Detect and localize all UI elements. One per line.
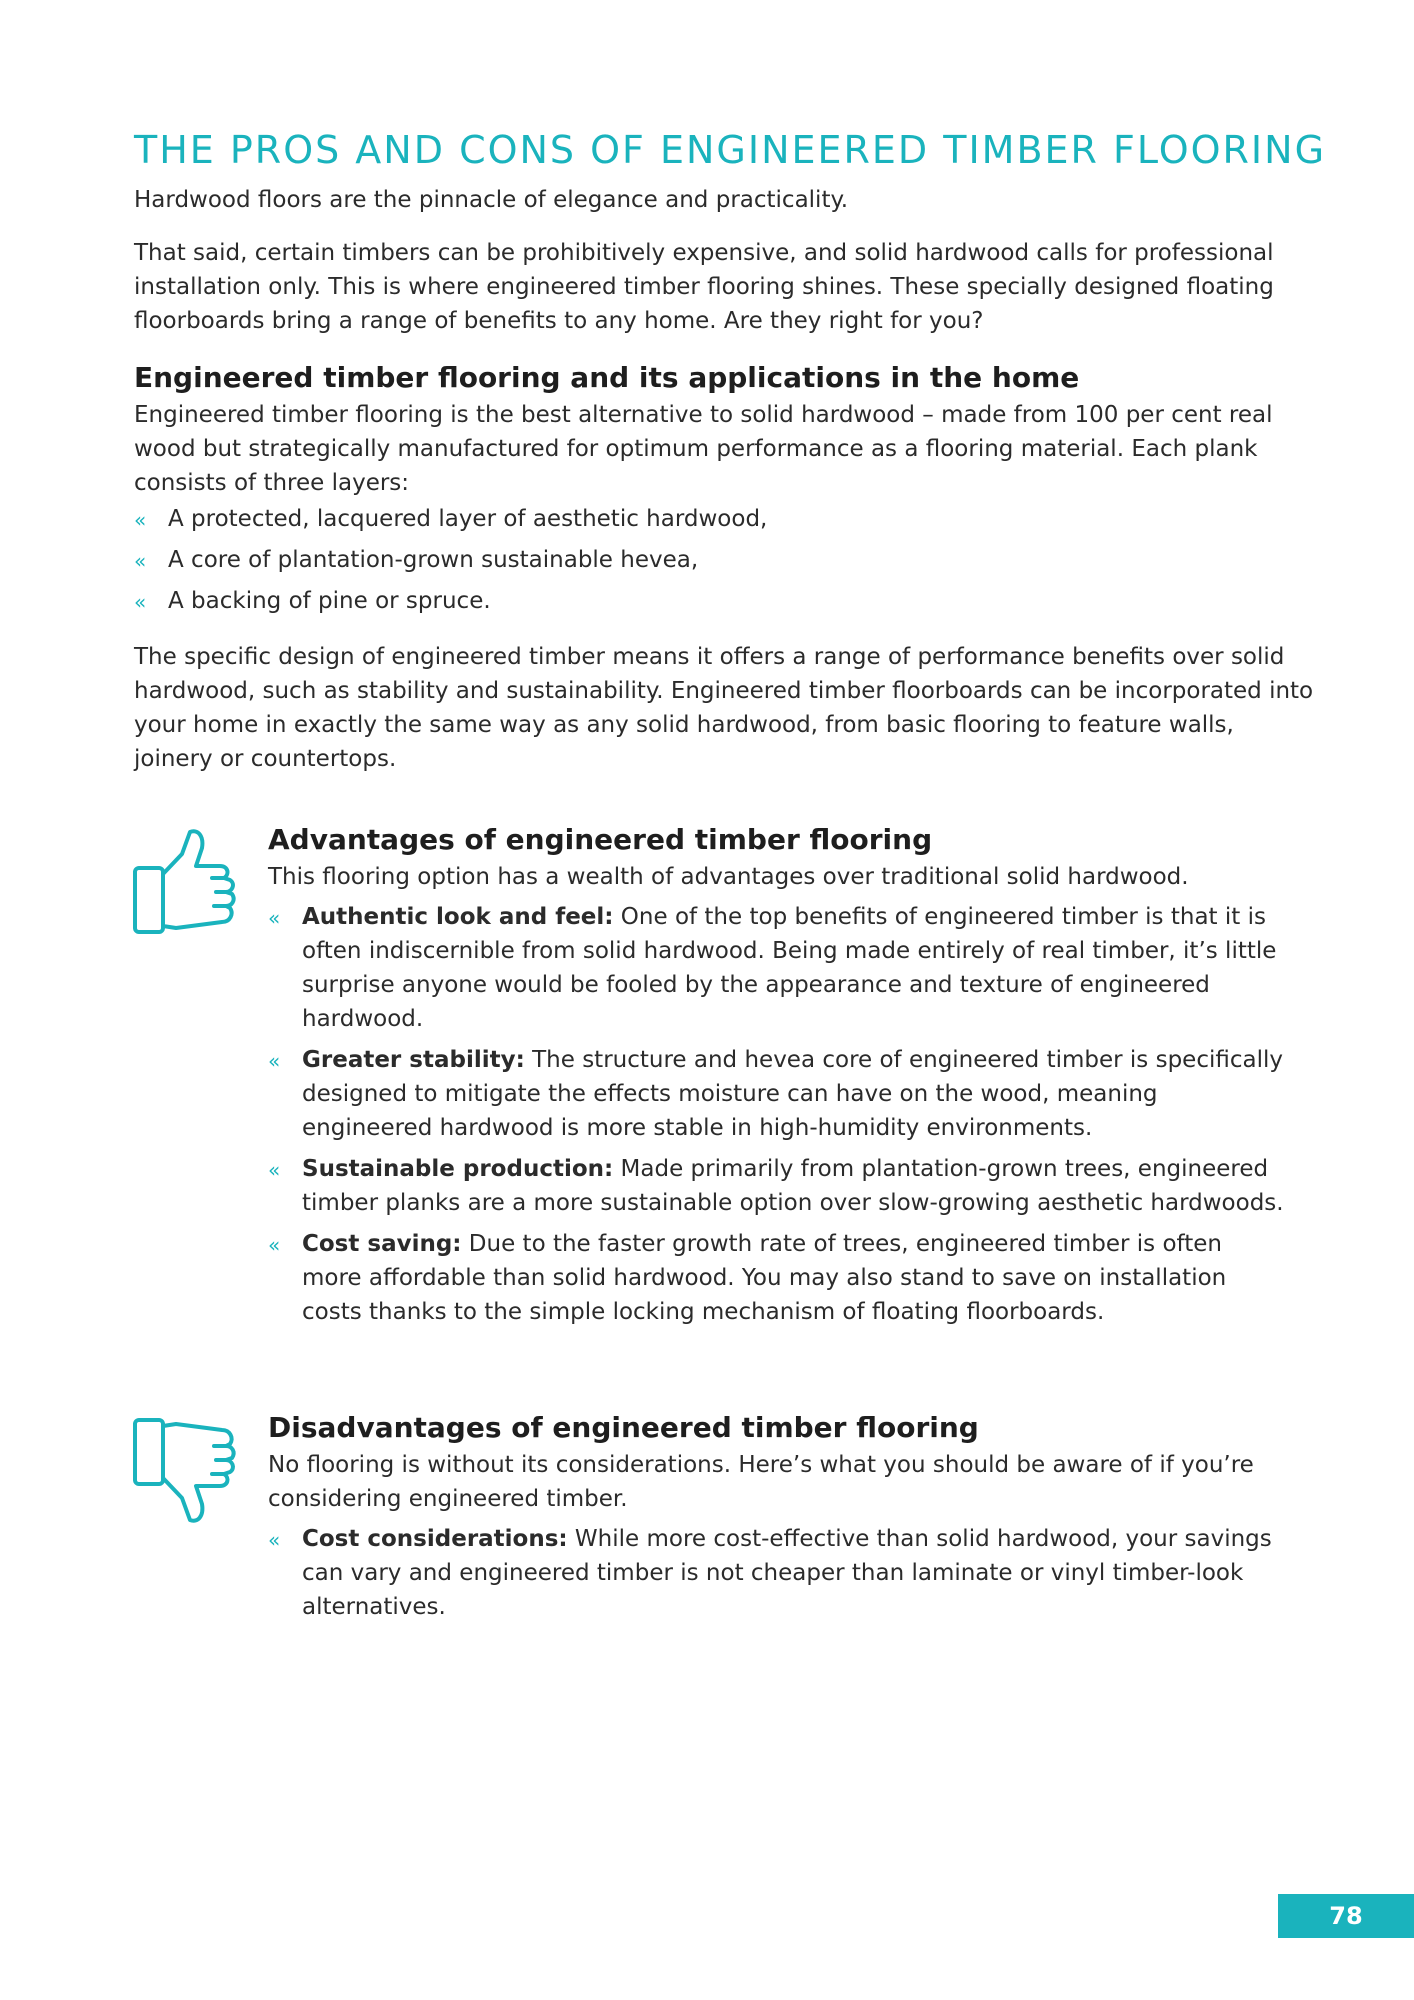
list-item: « A protected, lacquered layer of aesthetic hardwood, xyxy=(134,502,1334,536)
list-item: « Sustainable production: Made primarily from plantation-grown trees, engineered timber planks are a more sustainable option over slow-growing aesthetic hardwoods. xyxy=(268,1152,1288,1220)
section-heading: Advantages of engineered timber flooring xyxy=(268,823,933,856)
advantages-list xyxy=(268,900,1288,1329)
list-item: « A backing of pine or spruce. xyxy=(134,584,1334,618)
section-heading: Disadvantages of engineered timber flooring xyxy=(268,1411,979,1444)
disadvantages-section xyxy=(268,1410,1288,1631)
thumbs-up-icon xyxy=(132,826,240,938)
bullet-marker: « xyxy=(268,1528,281,1552)
section-heading: Engineered timber flooring and its applications in the home xyxy=(134,361,1080,394)
list-item: « A core of plantation-grown sustainable hevea, xyxy=(134,543,1334,577)
bullet-marker: « xyxy=(268,1049,281,1073)
bullet-marker: « xyxy=(134,508,147,532)
intro-paragraph: That said, certain timbers can be prohibitively expensive, and solid hardwood calls for professional installation only. This is where engineered timber flooring shines. These specially designed floating floorboards bring a range of benefits to any home. Are they right for you? xyxy=(134,240,1274,334)
list-item: « Greater stability: The structure and hevea core of engineered timber is specifically designed to mitigate the effects moisture can have on the wood, meaning engineered hardwood is more stable in high-humidity environments. xyxy=(268,1043,1288,1145)
bullet-marker: « xyxy=(268,906,281,930)
intro-paragraph: Hardwood floors are the pinnacle of elegance and practicality. xyxy=(134,187,849,213)
advantages-section xyxy=(268,822,1288,1336)
list-item: « Cost saving: Due to the faster growth rate of trees, engineered timber is often more affordable than solid hardwood. You may also stand to save on installation costs thanks to the simple locking mechanism of floating floorboards. xyxy=(268,1227,1288,1329)
section-lead: No flooring is without its considerations. Here’s what you should be aware of if you’re considering engineered timber. xyxy=(268,1452,1254,1512)
page-number: 78 xyxy=(1278,1894,1414,1938)
disadvantages-list xyxy=(268,1522,1288,1624)
list-item: « Cost considerations: While more cost-effective than solid hardwood, your savings can vary and engineered timber is not cheaper than laminate or vinyl timber-look alternatives. xyxy=(268,1522,1288,1624)
applications-section xyxy=(134,360,1334,625)
section-lead: This flooring option has a wealth of advantages over traditional solid hardwood. xyxy=(268,864,1189,890)
layers-list xyxy=(134,502,1334,618)
bullet-marker: « xyxy=(134,549,147,573)
page-title: THE PROS AND CONS OF ENGINEERED TIMBER FLOORING xyxy=(134,128,1327,172)
section-body: Engineered timber flooring is the best alternative to solid hardwood – made from 100 per cent real wood but strategically manufactured for optimum performance as a flooring material. Each plank consists of three layers: xyxy=(134,402,1273,496)
bullet-marker: « xyxy=(268,1233,281,1257)
bullet-marker: « xyxy=(134,590,147,614)
applications-outro: The specific design of engineered timber means it offers a range of performance benefits over solid hardwood, such as stability and sustainability. Engineered timber floorboards can be incorporated into your home in exactly the same way as any solid hardwood, from basic flooring to feature walls, joinery or countertops. xyxy=(134,644,1314,772)
bullet-marker: « xyxy=(268,1158,281,1182)
thumbs-down-icon xyxy=(132,1414,240,1526)
list-item: « Authentic look and feel: One of the top benefits of engineered timber is that it is often indiscernible from solid hardwood. Being made entirely of real timber, it’s little surprise anyone would be fooled by the appearance and texture of engineered hardwood. xyxy=(268,900,1288,1036)
